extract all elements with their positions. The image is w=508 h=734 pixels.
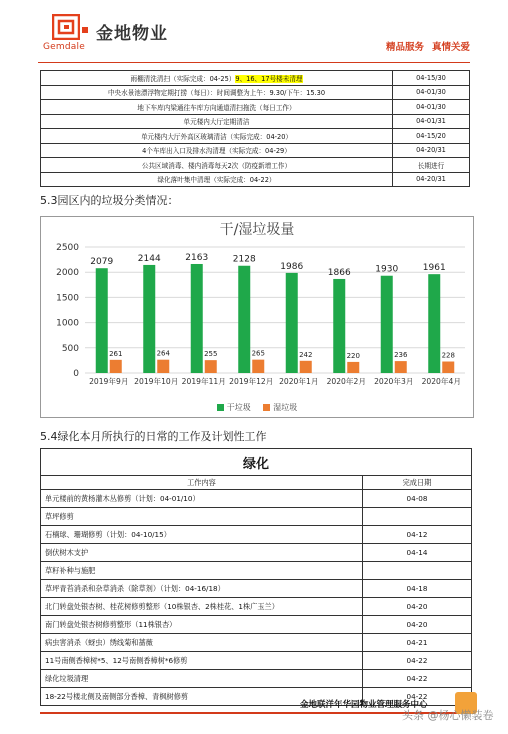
bar-wet — [442, 362, 454, 373]
greening-date: 04-14 — [363, 544, 472, 562]
task-text: 雨棚清洗清扫（实际完成：04-25） — [130, 74, 236, 83]
greening-date: 04-22 — [363, 652, 472, 670]
data-label-dry: 1961 — [422, 263, 446, 274]
bar-dry — [143, 265, 155, 373]
legend-item-wet — [263, 402, 297, 413]
task-content — [41, 114, 393, 129]
gemdale-logo-icon — [52, 14, 80, 40]
task-date: 04-01/31 — [393, 114, 470, 129]
greening-row — [41, 616, 472, 634]
bar-wet — [157, 360, 169, 373]
legend-label-dry: 干垃圾 — [226, 403, 251, 412]
legend-item-dry — [217, 402, 251, 413]
garbage-chart-plot — [41, 217, 473, 417]
x-tick-label: 2020年3月 — [374, 377, 414, 386]
legend-swatch-wet — [263, 404, 270, 411]
brand-english: Gemdale — [43, 42, 85, 52]
data-label-dry: 2079 — [90, 257, 114, 268]
greening-row — [41, 652, 472, 670]
greening-row — [41, 490, 472, 508]
greening-title-row — [41, 449, 472, 476]
greening-row — [41, 580, 472, 598]
bar-dry — [286, 273, 298, 373]
section-5-4-title: 5.4绿化本月所执行的日常的工作及计划性工作 — [40, 430, 267, 443]
legend-label-wet: 湿垃圾 — [273, 403, 298, 412]
data-label-dry: 2144 — [137, 253, 161, 264]
y-tick-label: 500 — [61, 343, 79, 354]
greening-row — [41, 508, 472, 526]
greening-content: 北门转盘处银杏树、桂花树修剪整形（10株银杏、2株桂花、1株广玉兰） — [41, 598, 363, 616]
data-label-wet: 220 — [346, 351, 360, 360]
task-text: 公共区域消毒、楼内消毒每天2次（防疫新增工作） — [141, 161, 292, 170]
greening-content: 草坪修剪 — [41, 508, 363, 526]
task-content — [41, 100, 393, 115]
task-row — [41, 158, 470, 173]
greening-work-table — [40, 448, 472, 706]
greening-row — [41, 598, 472, 616]
bar-dry — [333, 279, 345, 373]
task-content — [41, 85, 393, 100]
data-label-wet: 265 — [251, 349, 265, 358]
greening-row — [41, 562, 472, 580]
task-content — [41, 158, 393, 173]
task-date: 04-15/20 — [393, 129, 470, 144]
bar-wet — [252, 360, 264, 373]
data-label-dry: 2128 — [232, 254, 256, 265]
task-row — [41, 143, 470, 158]
data-label-wet: 261 — [109, 349, 123, 358]
bar-wet — [205, 360, 217, 373]
task-date: 04-20/31 — [393, 143, 470, 158]
bar-wet — [110, 360, 122, 373]
bar-dry — [428, 274, 440, 373]
x-tick-label: 2019年12月 — [229, 377, 274, 386]
y-tick-label: 0 — [73, 369, 79, 379]
task-date: 04-20/31 — [393, 172, 470, 187]
task-row — [41, 172, 470, 187]
y-tick-label: 1500 — [56, 293, 79, 304]
task-date: 04-01/30 — [393, 100, 470, 115]
logo-accent-dot — [82, 27, 88, 33]
x-tick-label: 2020年4月 — [421, 377, 461, 386]
task-date: 长期进行 — [393, 158, 470, 173]
x-tick-label: 2019年10月 — [134, 377, 179, 386]
slogan-1: 精品服务 — [385, 42, 424, 53]
greening-content: 石楠球、珊瑚修剪（计划：04-10/15） — [41, 526, 363, 544]
header-divider — [38, 62, 470, 63]
x-tick-label: 2019年9月 — [89, 377, 129, 386]
y-tick-label: 2500 — [56, 243, 79, 253]
greening-content: 18-22号楼北侧及南侧部分香樟、青枫树修剪 — [41, 688, 363, 706]
task-date: 04-15/30 — [393, 71, 470, 86]
x-tick-label: 2020年2月 — [326, 377, 366, 386]
bar-dry — [191, 264, 203, 373]
task-content — [41, 143, 393, 158]
greening-date: 04-12 — [363, 526, 472, 544]
task-text: 单元楼内大厅外高区玻璃清洁（实际完成：04-20） — [140, 132, 293, 141]
greening-date — [363, 562, 472, 580]
greening-date: 04-22 — [363, 688, 472, 706]
greening-row — [41, 670, 472, 688]
garbage-chart — [40, 216, 474, 418]
data-label-dry: 1930 — [375, 264, 399, 275]
bar-dry — [381, 276, 393, 373]
greening-content: 倒伏树木支护 — [41, 544, 363, 562]
greening-content: 草籽补种与施肥 — [41, 562, 363, 580]
bar-wet — [347, 362, 359, 373]
bar-wet — [395, 361, 407, 373]
x-tick-label: 2020年1月 — [279, 377, 319, 386]
chart-title: 干/湿垃圾量 — [219, 222, 295, 238]
greening-content: 绿化垃圾清理 — [41, 670, 363, 688]
greening-date: 04-18 — [363, 580, 472, 598]
y-tick-label: 2000 — [56, 268, 79, 279]
greening-date: 04-22 — [363, 670, 472, 688]
cleaning-task-table — [40, 70, 470, 187]
greening-content: 11号南侧香樟树*5、12号南侧香樟树*6修剪 — [41, 652, 363, 670]
task-text: 单元楼内大厅定期清洁 — [183, 118, 250, 127]
task-text: 4个车库出入口及排水沟清理（实际完成：04-29） — [142, 147, 291, 156]
data-label-wet: 255 — [204, 350, 218, 359]
greening-row — [41, 544, 472, 562]
data-label-wet: 264 — [156, 349, 170, 358]
greening-content: 单元楼前的黄杨灌木丛修剪（计划：04-01/10） — [41, 490, 363, 508]
bar-wet — [300, 361, 312, 373]
task-row — [41, 114, 470, 129]
watermark-text: 头条 @杨心懒装卷 — [402, 709, 494, 722]
chart-legend — [41, 402, 473, 413]
task-content — [41, 172, 393, 187]
slogan-2: 真情关爱 — [431, 42, 470, 53]
greening-date: 04-21 — [363, 634, 472, 652]
data-label-wet: 242 — [299, 350, 313, 359]
bar-dry — [96, 268, 108, 373]
data-label-dry: 1866 — [327, 267, 351, 278]
task-content — [41, 129, 393, 144]
greening-title: 绿化 — [41, 449, 472, 476]
task-text: 地下车库内梁通往车库方向通道清扫拖洗（每日工作） — [137, 103, 296, 112]
greening-content: 病虫害消杀（蚜虫）绣线菊和蔷薇 — [41, 634, 363, 652]
task-text: 中央水景池漂浮物定期打捞（每日）：时间调整为上午：9.30/下午：15.30 — [107, 89, 326, 98]
data-label-wet: 228 — [441, 351, 455, 360]
footer-org-name: 金地联洋年华园物业管理服务中心 — [300, 700, 428, 710]
greening-date: 04-20 — [363, 616, 472, 634]
task-row — [41, 129, 470, 144]
greening-date — [363, 508, 472, 526]
task-row — [41, 85, 470, 100]
greening-row — [41, 634, 472, 652]
task-content — [41, 71, 393, 86]
greening-header-row — [41, 476, 472, 490]
section-5-3-title: 5.3园区内的垃圾分类情况： — [40, 194, 179, 207]
data-label-dry: 1986 — [280, 261, 304, 272]
greening-content: 草坪青苔消杀和杂草消杀（除草剂）（计划：04-16/18） — [41, 580, 363, 598]
slogan — [386, 39, 470, 53]
greening-date: 04-20 — [363, 598, 472, 616]
task-row — [41, 100, 470, 115]
task-row — [41, 71, 470, 86]
data-label-wet: 236 — [394, 351, 408, 360]
task-date: 04-01/30 — [393, 85, 470, 100]
greening-date: 04-08 — [363, 490, 472, 508]
bar-dry — [238, 266, 250, 373]
data-label-dry: 2163 — [185, 252, 209, 263]
col-header-content: 工作内容 — [41, 476, 363, 490]
col-header-date: 完成日期 — [363, 476, 472, 490]
greening-row — [41, 526, 472, 544]
y-tick-label: 1000 — [56, 318, 79, 329]
task-text: 绿化落叶集中清理（实际完成：04-22） — [157, 176, 276, 185]
x-tick-label: 2019年11月 — [181, 377, 226, 386]
legend-swatch-dry — [217, 404, 224, 411]
task-highlight: 9、16、17号楼未清理 — [235, 74, 303, 83]
brand-chinese: 金地物业 — [96, 24, 168, 44]
greening-content: 南门转盘处银杏树修剪整形（11株银杏） — [41, 616, 363, 634]
